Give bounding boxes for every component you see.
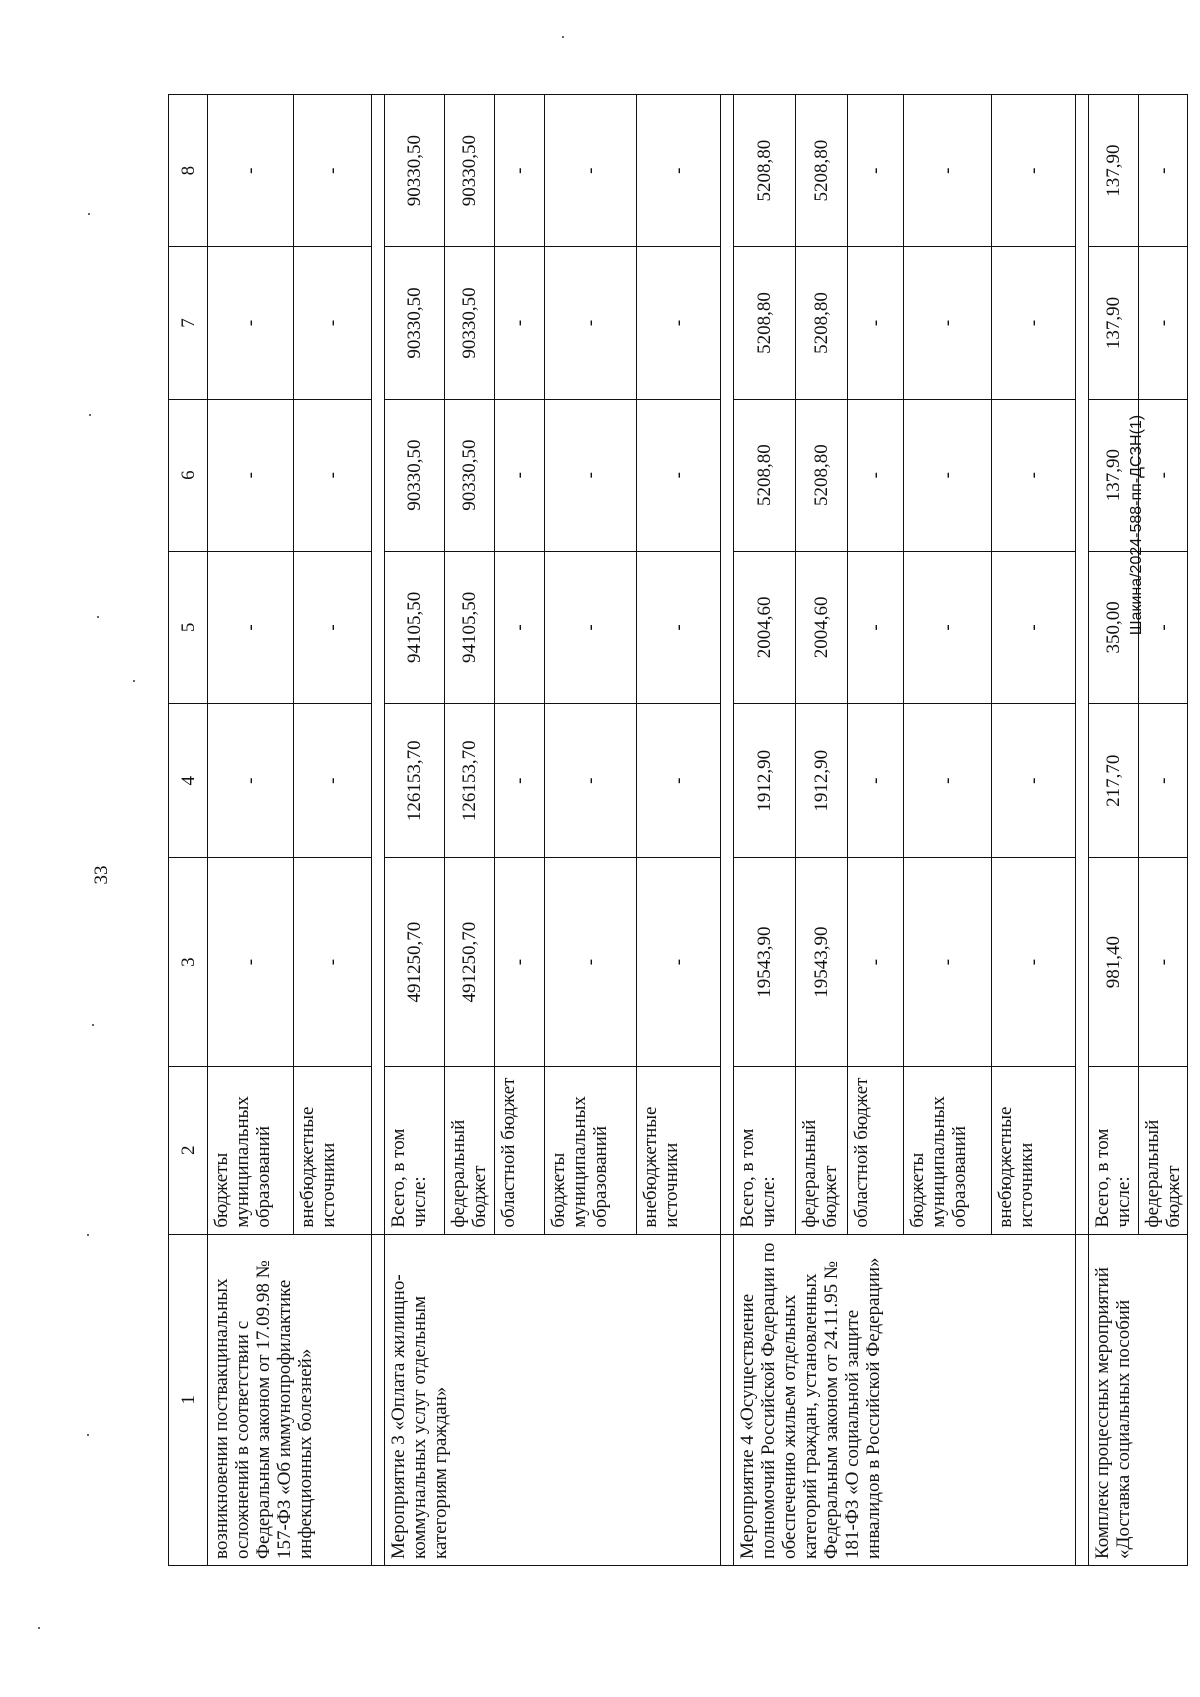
value-cell: -: [992, 399, 1076, 551]
value-cell: -: [294, 95, 372, 247]
funding-table: [168, 94, 1188, 1566]
funding-source-cell: бюджеты муниципальных образований: [208, 1066, 294, 1234]
value-cell: 5208,80: [796, 247, 848, 399]
scan-dot: [38, 1627, 40, 1629]
value-cell: 5208,80: [796, 399, 848, 551]
value-cell: 1912,90: [796, 704, 848, 858]
value-cell: -: [848, 704, 904, 858]
table-body: [208, 95, 1188, 1566]
separator-cell: [372, 95, 385, 1235]
header-cell: 2: [169, 1066, 208, 1234]
value-cell: -: [545, 247, 637, 399]
value-cell: -: [637, 551, 721, 703]
value-cell: 90330,50: [445, 95, 495, 247]
value-cell: -: [208, 247, 294, 399]
page-number: 33: [91, 865, 112, 885]
scan-dot: [133, 680, 135, 682]
separator-cell: [1076, 95, 1089, 1235]
value-cell: -: [294, 399, 372, 551]
header-cell: 6: [169, 399, 208, 551]
funding-source-cell: внебюджетные источники: [637, 1066, 721, 1234]
value-cell: 90330,50: [445, 247, 495, 399]
funding-source-cell: бюджеты муниципальных образований: [545, 1066, 637, 1234]
header-cell: 5: [169, 551, 208, 703]
value-cell: -: [294, 551, 372, 703]
funding-source-cell: федеральный бюджет: [796, 1066, 848, 1234]
value-cell: -: [904, 247, 992, 399]
value-cell: -: [1139, 858, 1188, 1066]
value-cell: -: [904, 399, 992, 551]
scan-dot: [97, 616, 99, 618]
value-cell: -: [848, 247, 904, 399]
value-cell: -: [545, 704, 637, 858]
value-cell: 90330,50: [385, 399, 445, 551]
funding-source-cell: областной бюджет: [495, 1066, 545, 1234]
value-cell: -: [637, 95, 721, 247]
document-id-text: Шакина/2024-588-пп-ДСЗН(1): [1128, 414, 1145, 636]
scan-dot: [87, 1434, 89, 1436]
group-separator: [721, 95, 734, 1566]
value-cell: -: [495, 399, 545, 551]
value-cell: -: [495, 247, 545, 399]
funding-source-cell: внебюджетные источники: [294, 1066, 372, 1234]
group-separator: [1076, 95, 1089, 1566]
value-cell: -: [637, 399, 721, 551]
value-cell: -: [992, 551, 1076, 703]
value-cell: -: [904, 858, 992, 1066]
measure-name-cell: возникновении поствакцинальных осложнений в соответствии с Федеральным законом от 17.09.98 № 157-ФЗ «Об иммунопрофилактике инфекционных болезней»: [208, 1234, 372, 1565]
value-cell: 19543,90: [734, 858, 796, 1066]
value-cell: 5208,80: [796, 95, 848, 247]
value-cell: 217,70: [1089, 704, 1139, 858]
measure-name-cell: Мероприятие 3 «Оплата жилищно-коммунальных услуг отдельным категориям граждан»: [385, 1234, 721, 1565]
value-cell: -: [992, 858, 1076, 1066]
funding-source-cell: Всего, в том числе:: [734, 1066, 796, 1234]
value-cell: -: [294, 858, 372, 1066]
value-cell: -: [637, 247, 721, 399]
value-cell: -: [848, 95, 904, 247]
measure-name-cell: Мероприятие 4 «Осуществление полномочий Российской Федерации по обеспечению жильем отдельных категорий граждан, установленных Федеральным законом от 24.11.95 № 181-ФЗ «О социальной защите инвалидов в Российской Федерации»: [734, 1234, 1076, 1565]
scan-dot: [92, 1024, 94, 1026]
value-cell: -: [208, 858, 294, 1066]
group-separator: [372, 95, 385, 1566]
funding-source-cell: внебюджетные источники: [992, 1066, 1076, 1234]
value-cell: 350,00: [1089, 551, 1139, 703]
measure-name-cell: Комплекс процессных мероприятий «Доставка социальных пособий: [1089, 1234, 1188, 1565]
value-cell: 19543,90: [796, 858, 848, 1066]
separator-cell: [372, 1234, 385, 1565]
value-cell: -: [294, 247, 372, 399]
funding-source-cell: федеральный бюджет: [1139, 1066, 1188, 1234]
funding-source-cell: Всего, в том числе:: [385, 1066, 445, 1234]
value-cell: -: [904, 551, 992, 703]
value-cell: 90330,50: [385, 95, 445, 247]
header-cell: 4: [169, 704, 208, 858]
value-cell: -: [1139, 551, 1188, 703]
value-cell: 981,40: [1089, 858, 1139, 1066]
value-cell: -: [1139, 704, 1188, 858]
value-cell: 491250,70: [445, 858, 495, 1066]
value-cell: -: [637, 858, 721, 1066]
value-cell: 137,90: [1089, 95, 1139, 247]
scan-dot: [89, 414, 91, 416]
value-cell: -: [545, 551, 637, 703]
value-cell: -: [545, 95, 637, 247]
separator-cell: [1076, 1234, 1089, 1565]
scan-dot: [88, 213, 90, 215]
scan-dot: [562, 36, 564, 38]
value-cell: -: [545, 858, 637, 1066]
funding-source-cell: Всего, в том числе:: [1089, 1066, 1139, 1234]
value-cell: 126153,70: [385, 704, 445, 858]
value-cell: 5208,80: [734, 95, 796, 247]
separator-cell: [721, 95, 734, 1235]
value-cell: 2004,60: [734, 551, 796, 703]
value-cell: -: [495, 95, 545, 247]
table-row: [1089, 95, 1139, 1566]
value-cell: -: [992, 95, 1076, 247]
separator-cell: [721, 1234, 734, 1565]
value-cell: 491250,70: [385, 858, 445, 1066]
funding-source-cell: федеральный бюджет: [445, 1066, 495, 1234]
scan-dot: [87, 1234, 89, 1236]
value-cell: 137,90: [1089, 247, 1139, 399]
header-row: [169, 95, 208, 1566]
value-cell: -: [1139, 247, 1188, 399]
value-cell: 5208,80: [734, 399, 796, 551]
table-row: [208, 95, 294, 1566]
value-cell: 90330,50: [385, 247, 445, 399]
value-cell: -: [495, 704, 545, 858]
value-cell: 2004,60: [796, 551, 848, 703]
value-cell: -: [495, 551, 545, 703]
value-cell: -: [208, 551, 294, 703]
value-cell: -: [1139, 95, 1188, 247]
value-cell: -: [848, 858, 904, 1066]
header-cell: 7: [169, 247, 208, 399]
value-cell: -: [208, 95, 294, 247]
funding-source-cell: бюджеты муниципальных образований: [904, 1066, 992, 1234]
header-cell: 8: [169, 95, 208, 247]
value-cell: -: [545, 399, 637, 551]
value-cell: -: [208, 399, 294, 551]
value-cell: 5208,80: [734, 247, 796, 399]
value-cell: -: [992, 704, 1076, 858]
value-cell: 94105,50: [385, 551, 445, 703]
value-cell: -: [848, 399, 904, 551]
table-row: [734, 95, 796, 1566]
value-cell: 137,90: [1089, 399, 1139, 551]
value-cell: -: [208, 704, 294, 858]
value-cell: -: [904, 95, 992, 247]
value-cell: 90330,50: [445, 399, 495, 551]
header-cell: 3: [169, 858, 208, 1066]
value-cell: -: [495, 858, 545, 1066]
value-cell: -: [992, 247, 1076, 399]
value-cell: 126153,70: [445, 704, 495, 858]
table-row: [385, 95, 445, 1566]
value-cell: -: [848, 551, 904, 703]
value-cell: -: [1139, 399, 1188, 551]
funding-source-cell: областной бюджет: [848, 1066, 904, 1234]
value-cell: 94105,50: [445, 551, 495, 703]
header-cell: 1: [169, 1234, 208, 1565]
value-cell: -: [294, 704, 372, 858]
value-cell: -: [637, 704, 721, 858]
value-cell: -: [904, 704, 992, 858]
value-cell: 1912,90: [734, 704, 796, 858]
